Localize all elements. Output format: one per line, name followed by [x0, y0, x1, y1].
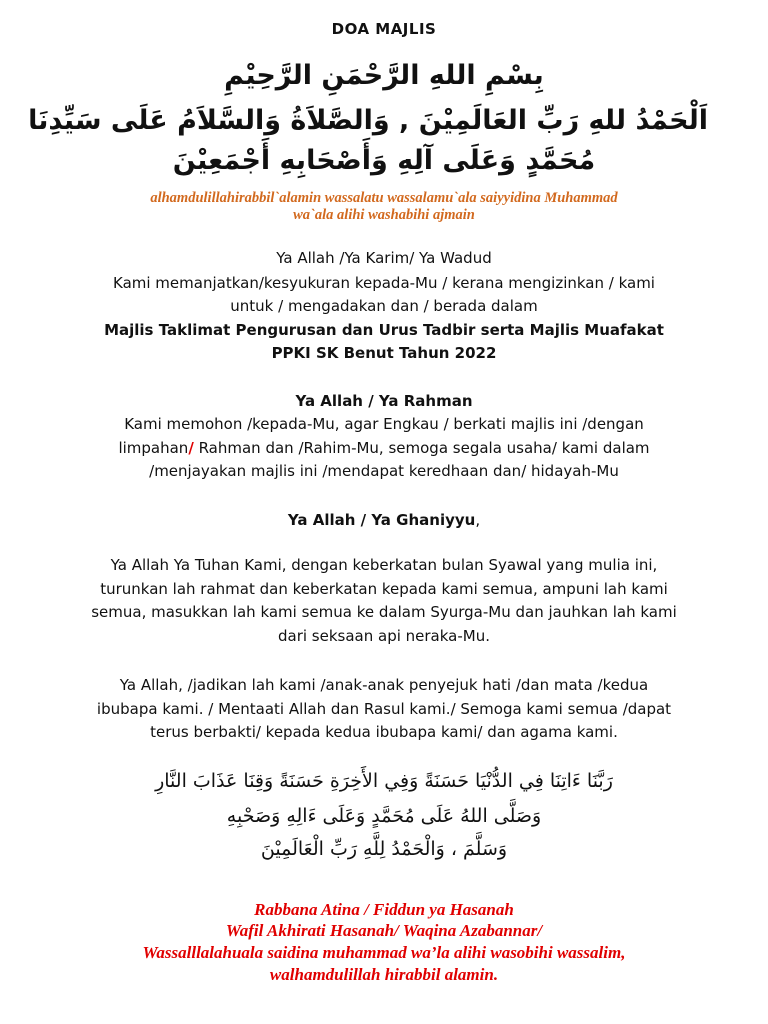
closing-transliteration-line-1: Rabbana Atina / Fiddun ya Hasanah: [254, 900, 514, 919]
body-line: Ya Allah Ya Tuhan Kami, dengan keberkatan bulan Syawal yang mulia ini,: [110, 556, 658, 574]
body-line: /menjayakan majlis ini /mendapat keredhaan dan/ hidayah-Mu: [149, 462, 619, 480]
closing-transliteration-line-4: walhamdulillah hirabbil alamin.: [269, 965, 499, 984]
event-name-line-2: PPKI SK Benut Tahun 2022: [271, 344, 497, 362]
body-line: semua, masukkan lah kami semua ke dalam Syurga-Mu dan jauhkan lah kami: [91, 603, 677, 621]
body-line: turunkan lah rahmat dan keberkatan kepada kami semua, ampuni lah kami: [100, 580, 668, 598]
heading-text: Ya Allah / Ya Ghaniyyu: [287, 511, 476, 529]
body-line: untuk / mengadakan dan / berada dalam: [230, 297, 538, 315]
invocation-line: Ya Allah /Ya Karim/ Ya Wadud: [276, 249, 492, 267]
red-slash: /: [188, 439, 194, 457]
body-line: ibubapa kami. / Mentaati Allah dan Rasul kami./ Semoga kami semua /dapat: [96, 700, 672, 718]
body-line: Ya Allah, /jadikan lah kami /anak-anak penyejuk hati /dan mata /kedua: [119, 676, 649, 694]
transliteration-line-2: wa`ala alihi washabihi ajmain: [293, 207, 475, 223]
arabic-rabbana-line: رَبَّنَا ءَاتِنَا فِي الدُّنْيَا حَسَنَةً وَفِي الأَخِرَةِ حَسَنَةً وَقِنَا عَذَابَ النَّارِ: [155, 770, 613, 792]
section-heading-ghaniyyu: [40, 511, 728, 529]
closing-transliteration-line-2: Wafil Akhirati Hasanah/ Waqina Azabannar/: [225, 921, 543, 940]
arabic-hamdalah-line: اَلْحَمْدُ للهِ رَبِّ العَالَمِيْنَ , وَالصَّلاَةُ وَالسَّلاَمُ عَلَى سَيِّدِنَا: [28, 105, 708, 136]
arabic-salawat-closing: وَصَلَّى اللهُ عَلَى مُحَمَّدٍ وَعَلَى ءَالِهِ وَصَحْبِهِ: [226, 805, 542, 827]
section-heading-rahman: Ya Allah / Ya Rahman: [295, 392, 473, 410]
body-line: [40, 439, 728, 457]
heading-suffix: ,: [475, 511, 481, 529]
body-text: limpahan: [118, 439, 189, 457]
body-text: Rahman dan /Rahim-Mu, semoga segala usaha/ kami dalam: [193, 439, 650, 457]
arabic-hamdalah-closing: وَسَلَّمَ ، وَالْحَمْدُ لِلَّهِ رَبِّ الْعَالَمِيْنَ: [260, 838, 508, 860]
body-line: dari seksaan api neraka-Mu.: [277, 627, 490, 645]
transliteration-line-1: alhamdulillahirabbil`alamin wassalatu wassalamu`ala saiyyidina Muhammad: [150, 190, 618, 206]
body-line: Kami memanjatkan/kesyukuran kepada-Mu / kerana mengizinkan / kami: [113, 274, 655, 292]
arabic-salawat-line: مُحَمَّدٍ وَعَلَى آلِهِ وَأَصْحَابِهِ أَجْمَعِيْنَ: [172, 145, 596, 176]
body-line: Kami memohon /kepada-Mu, agar Engkau / berkati majlis ini /dengan: [124, 415, 644, 433]
document-title: DOA MAJLIS: [331, 20, 437, 38]
event-name-line-1: Majlis Taklimat Pengurusan dan Urus Tadbir serta Majlis Muafakat: [104, 321, 664, 339]
closing-transliteration-line-3: Wassalllalahuala saidina muhammad wa’la alihi wasobihi wassalim,: [142, 943, 626, 962]
body-line: terus berbakti/ kepada kedua ibubapa kami/ dan agama kami.: [150, 723, 618, 741]
arabic-basmalah: بِسْمِ اللهِ الرَّحْمَنِ الرَّحِيْمِ: [224, 60, 544, 91]
